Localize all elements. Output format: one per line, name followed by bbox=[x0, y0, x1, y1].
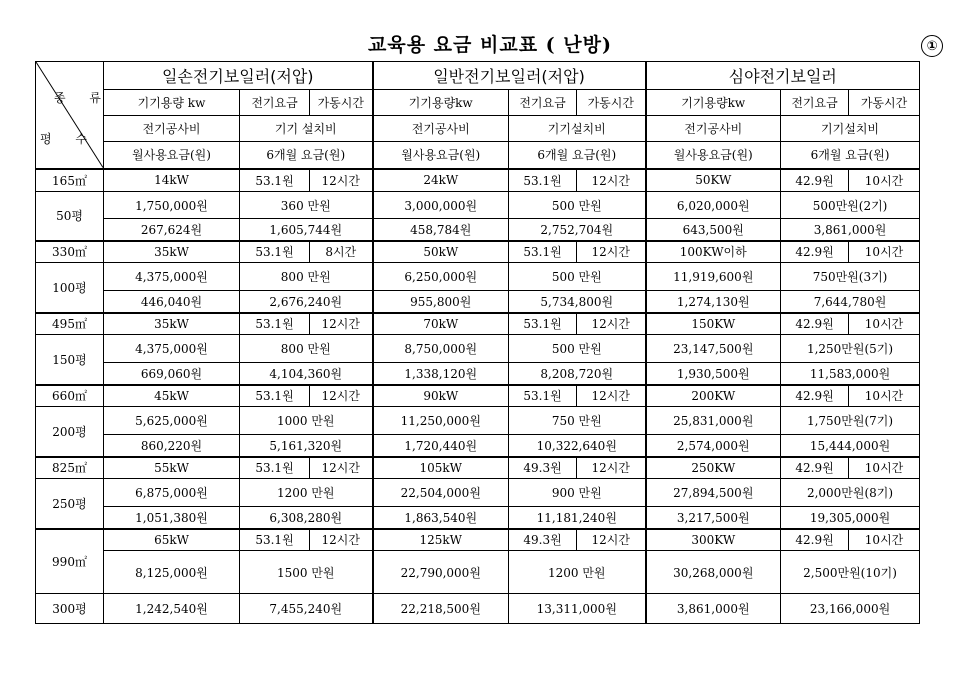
hours-cell: 12시간 bbox=[310, 385, 373, 407]
group-header-2: 일반전기보일러(저압) bbox=[373, 62, 646, 90]
construction-cost-cell: 8,125,000원 bbox=[104, 551, 240, 594]
six-month-fee-cell: 10,322,640원 bbox=[509, 435, 646, 457]
construction-cost-cell: 6,875,000원 bbox=[104, 479, 240, 507]
capacity-cell: 65kW bbox=[104, 529, 240, 551]
header-monthly: 월사용요금(원) bbox=[104, 142, 240, 169]
header-hours: 가동시간 bbox=[310, 90, 373, 116]
header-rate: 전기요금 bbox=[240, 90, 310, 116]
construction-cost-cell: 11,919,600원 bbox=[646, 263, 781, 291]
table-row bbox=[36, 529, 920, 551]
capacity-cell: 90kW bbox=[373, 385, 509, 407]
pyeong-label: 200평 bbox=[36, 407, 104, 457]
construction-cost-cell: 4,375,000원 bbox=[104, 335, 240, 363]
rate-cell: 53.1원 bbox=[509, 385, 577, 407]
hours-cell: 10시간 bbox=[849, 457, 920, 479]
six-month-fee-cell: 3,861,000원 bbox=[781, 219, 920, 241]
header-capacity: 기기용량kw bbox=[373, 90, 509, 116]
install-cost-cell: 500 만원 bbox=[509, 263, 646, 291]
page-title: 교육용 요금 비교표 ( 난방) bbox=[368, 34, 612, 56]
install-cost-cell: 2,500만원(10기) bbox=[781, 551, 920, 594]
construction-cost-cell: 30,268,000원 bbox=[646, 551, 781, 594]
construction-cost-cell: 22,504,000원 bbox=[373, 479, 509, 507]
capacity-cell: 50kW bbox=[373, 241, 509, 263]
monthly-fee-cell: 669,060원 bbox=[104, 363, 240, 385]
header-install: 기기 설치비 bbox=[240, 116, 373, 142]
area-label: 660㎡ bbox=[36, 385, 104, 407]
hours-cell: 10시간 bbox=[849, 241, 920, 263]
monthly-fee-cell: 860,220원 bbox=[104, 435, 240, 457]
construction-cost-cell: 27,894,500원 bbox=[646, 479, 781, 507]
rate-cell: 42.9원 bbox=[781, 385, 849, 407]
hours-cell: 10시간 bbox=[849, 313, 920, 335]
capacity-cell: 70kW bbox=[373, 313, 509, 335]
header-construction: 전기공사비 bbox=[646, 116, 781, 142]
capacity-cell: 35kW bbox=[104, 241, 240, 263]
rate-cell: 42.9원 bbox=[781, 313, 849, 335]
install-cost-cell: 1,250만원(5기) bbox=[781, 335, 920, 363]
hours-cell: 10시간 bbox=[849, 385, 920, 407]
table-row bbox=[36, 479, 920, 507]
hours-cell: 12시간 bbox=[577, 457, 646, 479]
hours-cell: 12시간 bbox=[577, 385, 646, 407]
capacity-cell: 24kW bbox=[373, 169, 509, 192]
hours-cell: 8시간 bbox=[310, 241, 373, 263]
header-capacity: 기기용량 kw bbox=[104, 90, 240, 116]
header-monthly: 월사용요금(원) bbox=[373, 142, 509, 169]
area-label: 330㎡ bbox=[36, 241, 104, 263]
install-cost-cell: 1000 만원 bbox=[240, 407, 373, 435]
construction-cost-cell: 22,790,000원 bbox=[373, 551, 509, 594]
header-install: 기기설치비 bbox=[509, 116, 646, 142]
install-cost-cell: 360 만원 bbox=[240, 192, 373, 219]
install-cost-cell: 750 만원 bbox=[509, 407, 646, 435]
header-construction: 전기공사비 bbox=[104, 116, 240, 142]
header-hours: 가동시간 bbox=[849, 90, 920, 116]
header-rate: 전기요금 bbox=[781, 90, 849, 116]
six-month-fee-cell: 11,583,000원 bbox=[781, 363, 920, 385]
rate-cell: 42.9원 bbox=[781, 169, 849, 192]
hours-cell: 12시간 bbox=[577, 241, 646, 263]
monthly-fee-cell: 1,274,130원 bbox=[646, 291, 781, 313]
construction-cost-cell: 11,250,000원 bbox=[373, 407, 509, 435]
six-month-fee-cell: 15,444,000원 bbox=[781, 435, 920, 457]
table-row bbox=[36, 263, 920, 291]
hours-cell: 12시간 bbox=[310, 457, 373, 479]
table-row bbox=[36, 457, 920, 479]
six-month-fee-cell: 13,311,000원 bbox=[509, 594, 646, 624]
capacity-cell: 50KW bbox=[646, 169, 781, 192]
group-header-3: 심야전기보일러 bbox=[646, 62, 920, 90]
monthly-fee-cell: 3,861,000원 bbox=[646, 594, 781, 624]
table-row bbox=[36, 291, 920, 313]
capacity-cell: 45kW bbox=[104, 385, 240, 407]
header-six-month: 6개월 요금(원) bbox=[240, 142, 373, 169]
hours-cell: 12시간 bbox=[310, 169, 373, 192]
monthly-fee-cell: 22,218,500원 bbox=[373, 594, 509, 624]
monthly-fee-cell: 1,930,500원 bbox=[646, 363, 781, 385]
capacity-cell: 100KW이하 bbox=[646, 241, 781, 263]
capacity-cell: 35kW bbox=[104, 313, 240, 335]
hours-cell: 12시간 bbox=[310, 529, 373, 551]
table-row bbox=[36, 313, 920, 335]
comparison-table bbox=[35, 61, 920, 624]
install-cost-cell: 1,750만원(7기) bbox=[781, 407, 920, 435]
six-month-fee-cell: 2,752,704원 bbox=[509, 219, 646, 241]
capacity-cell: 200KW bbox=[646, 385, 781, 407]
rate-cell: 53.1원 bbox=[509, 313, 577, 335]
rate-cell: 53.1원 bbox=[240, 529, 310, 551]
table-row bbox=[36, 363, 920, 385]
table-row bbox=[36, 385, 920, 407]
install-cost-cell: 800 만원 bbox=[240, 263, 373, 291]
six-month-fee-cell: 8,208,720원 bbox=[509, 363, 646, 385]
install-cost-cell: 1200 만원 bbox=[240, 479, 373, 507]
six-month-fee-cell: 7,455,240원 bbox=[240, 594, 373, 624]
install-cost-cell: 800 만원 bbox=[240, 335, 373, 363]
group-header-1: 일손전기보일러(저압) bbox=[104, 62, 373, 90]
area-label: 495㎡ bbox=[36, 313, 104, 335]
header-hours: 가동시간 bbox=[577, 90, 646, 116]
corner-size-label: 평 수 bbox=[40, 132, 97, 146]
header-capacity: 기기용량kw bbox=[646, 90, 781, 116]
rate-cell: 42.9원 bbox=[781, 529, 849, 551]
rate-cell: 53.1원 bbox=[240, 385, 310, 407]
rate-cell: 53.1원 bbox=[509, 241, 577, 263]
area-label: 990㎡ bbox=[36, 529, 104, 594]
header-construction: 전기공사비 bbox=[373, 116, 509, 142]
rate-cell: 42.9원 bbox=[781, 241, 849, 263]
header-six-month: 6개월 요금(원) bbox=[509, 142, 646, 169]
monthly-fee-cell: 1,242,540원 bbox=[104, 594, 240, 624]
install-cost-cell: 900 만원 bbox=[509, 479, 646, 507]
construction-cost-cell: 23,147,500원 bbox=[646, 335, 781, 363]
construction-cost-cell: 8,750,000원 bbox=[373, 335, 509, 363]
area-label: 825㎡ bbox=[36, 457, 104, 479]
pyeong-label: 150평 bbox=[36, 335, 104, 385]
six-month-fee-cell: 4,104,360원 bbox=[240, 363, 373, 385]
install-cost-cell: 2,000만원(8기) bbox=[781, 479, 920, 507]
install-cost-cell: 500만원(2기) bbox=[781, 192, 920, 219]
monthly-fee-cell: 955,800원 bbox=[373, 291, 509, 313]
install-cost-cell: 750만원(3기) bbox=[781, 263, 920, 291]
rate-cell: 53.1원 bbox=[240, 457, 310, 479]
capacity-cell: 250KW bbox=[646, 457, 781, 479]
capacity-cell: 125kW bbox=[373, 529, 509, 551]
header-rate: 전기요금 bbox=[509, 90, 577, 116]
corner-header bbox=[36, 62, 111, 169]
six-month-fee-cell: 5,734,800원 bbox=[509, 291, 646, 313]
header-six-month: 6개월 요금(원) bbox=[781, 142, 920, 169]
hours-cell: 12시간 bbox=[577, 529, 646, 551]
pyeong-label: 250평 bbox=[36, 479, 104, 529]
install-cost-cell: 500 만원 bbox=[509, 192, 646, 219]
rate-cell: 42.9원 bbox=[781, 457, 849, 479]
corner-kind-label: 종 류 bbox=[54, 91, 111, 105]
six-month-fee-cell: 23,166,000원 bbox=[781, 594, 920, 624]
table-row bbox=[36, 169, 920, 192]
rate-cell: 53.1원 bbox=[240, 313, 310, 335]
monthly-fee-cell: 3,217,500원 bbox=[646, 507, 781, 529]
six-month-fee-cell: 11,181,240원 bbox=[509, 507, 646, 529]
six-month-fee-cell: 2,676,240원 bbox=[240, 291, 373, 313]
table-row bbox=[36, 241, 920, 263]
six-month-fee-cell: 5,161,320원 bbox=[240, 435, 373, 457]
area-label: 165㎡ bbox=[36, 169, 104, 192]
monthly-fee-cell: 1,720,440원 bbox=[373, 435, 509, 457]
rate-cell: 53.1원 bbox=[240, 169, 310, 192]
monthly-fee-cell: 1,338,120원 bbox=[373, 363, 509, 385]
rate-cell: 53.1원 bbox=[240, 241, 310, 263]
install-cost-cell: 1500 만원 bbox=[240, 551, 373, 594]
six-month-fee-cell: 7,644,780원 bbox=[781, 291, 920, 313]
hours-cell: 12시간 bbox=[310, 313, 373, 335]
construction-cost-cell: 3,000,000원 bbox=[373, 192, 509, 219]
page-number: ① bbox=[921, 35, 943, 57]
construction-cost-cell: 25,831,000원 bbox=[646, 407, 781, 435]
table-row bbox=[36, 407, 920, 435]
six-month-fee-cell: 1,605,744원 bbox=[240, 219, 373, 241]
monthly-fee-cell: 1,863,540원 bbox=[373, 507, 509, 529]
table-row bbox=[36, 219, 920, 241]
monthly-fee-cell: 458,784원 bbox=[373, 219, 509, 241]
monthly-fee-cell: 643,500원 bbox=[646, 219, 781, 241]
rate-cell: 53.1원 bbox=[509, 169, 577, 192]
table-row bbox=[36, 594, 920, 624]
hours-cell: 12시간 bbox=[577, 313, 646, 335]
install-cost-cell: 500 만원 bbox=[509, 335, 646, 363]
monthly-fee-cell: 1,051,380원 bbox=[104, 507, 240, 529]
monthly-fee-cell: 267,624원 bbox=[104, 219, 240, 241]
hours-cell: 12시간 bbox=[577, 169, 646, 192]
capacity-cell: 55kW bbox=[104, 457, 240, 479]
table-row bbox=[36, 507, 920, 529]
construction-cost-cell: 5,625,000원 bbox=[104, 407, 240, 435]
rate-cell: 49.3원 bbox=[509, 457, 577, 479]
construction-cost-cell: 6,250,000원 bbox=[373, 263, 509, 291]
header-install: 기기설치비 bbox=[781, 116, 920, 142]
construction-cost-cell: 4,375,000원 bbox=[104, 263, 240, 291]
diagonal-line bbox=[36, 62, 103, 168]
install-cost-cell: 1200 만원 bbox=[509, 551, 646, 594]
hours-cell: 10시간 bbox=[849, 169, 920, 192]
six-month-fee-cell: 19,305,000원 bbox=[781, 507, 920, 529]
construction-cost-cell: 1,750,000원 bbox=[104, 192, 240, 219]
capacity-cell: 14kW bbox=[104, 169, 240, 192]
capacity-cell: 150KW bbox=[646, 313, 781, 335]
table-row bbox=[36, 335, 920, 363]
header-monthly: 월사용요금(원) bbox=[646, 142, 781, 169]
hours-cell: 10시간 bbox=[849, 529, 920, 551]
table-body bbox=[36, 62, 920, 624]
table-row bbox=[36, 192, 920, 219]
pyeong-label: 300평 bbox=[36, 594, 104, 624]
rate-cell: 49.3원 bbox=[509, 529, 577, 551]
monthly-fee-cell: 2,574,000원 bbox=[646, 435, 781, 457]
capacity-cell: 300KW bbox=[646, 529, 781, 551]
capacity-cell: 105kW bbox=[373, 457, 509, 479]
pyeong-label: 100평 bbox=[36, 263, 104, 313]
six-month-fee-cell: 6,308,280원 bbox=[240, 507, 373, 529]
pyeong-label: 50평 bbox=[36, 192, 104, 241]
construction-cost-cell: 6,020,000원 bbox=[646, 192, 781, 219]
monthly-fee-cell: 446,040원 bbox=[104, 291, 240, 313]
table-row bbox=[36, 435, 920, 457]
table-row bbox=[36, 551, 920, 594]
